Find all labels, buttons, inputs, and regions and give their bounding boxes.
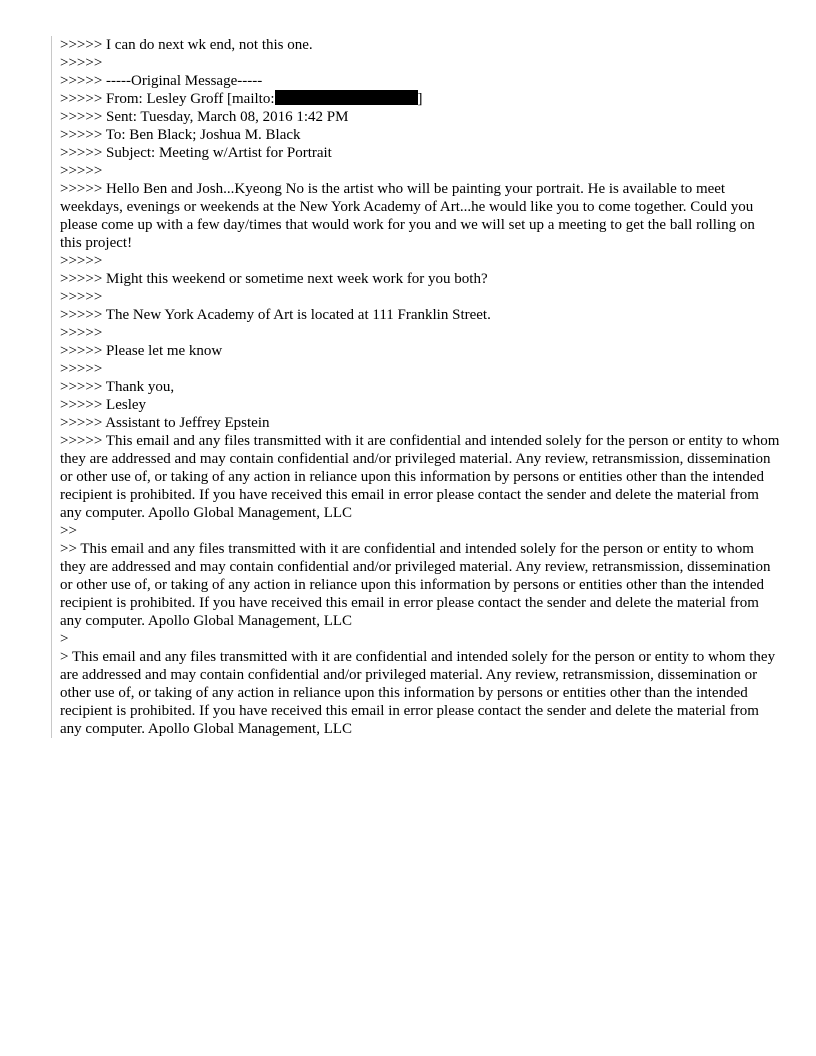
email-line: >>>>> Lesley [60,397,147,413]
email-line: >>>>> -----Original Message----- [60,73,263,89]
email-line: >>>>> [60,253,103,269]
message-paragraph: >>>>> Hello Ben and Josh...Kyeong No is the artist who will be painting your portrait. He is available to meet weekdays, evenings or weekends at the New York Academy of Art...he would like you to come together. Could you please come up with a few day/times that would work for you and we will set up a meeting to get the ball rolling on this project! [60,181,755,251]
from-prefix: >>>>> From: Lesley Groff [mailto: [60,91,275,107]
email-line: >>>>> [60,289,103,305]
from-line [60,90,780,108]
email-line: >>>>> [60,325,103,341]
disclaimer-paragraph: >>>>> This email and any files transmitted with it are confidential and intended solely for the person or entity to whom they are addressed and may contain confidential and/or privileged material. Any review, retransmission, dissemination or other use of, or taking of any action in reliance upon this information by persons or entities other than the intended recipient is prohibited. If you have received this email in error please contact the sender and delete the material from any computer. Apollo Global Management, LLC [60,433,780,521]
email-line: >>>>> The New York Academy of Art is located at 111 Franklin Street. [60,307,491,323]
email-line: > [60,631,69,647]
email-line: >>>>> I can do next wk end, not this one. [60,37,313,53]
redaction-box [275,90,418,105]
email-line: >>>>> Might this weekend or sometime next week work for you both? [60,271,488,287]
signature-line: >>>>> Assistant to Jeffrey Epstein [60,415,270,431]
from-suffix: ] [417,91,423,107]
email-line: >>>>> [60,55,103,71]
disclaimer-paragraph: >> This email and any files transmitted with it are confidential and intended solely for the person or entity to whom they are addressed and may contain confidential and/or privileged material. Any review, retransmission, dissemination or other use of, or taking of any action in reliance upon this information by persons or entities other than the intended recipient is prohibited. If you have received this email in error please contact the sender and delete the material from any computer. Apollo Global Management, LLC [60,541,771,629]
email-line: >> [60,523,77,539]
to-line: >>>>> To: Ben Black; Joshua M. Black [60,127,301,143]
sent-line: >>>>> Sent: Tuesday, March 08, 2016 1:42 PM [60,109,349,125]
disclaimer-paragraph: > This email and any files transmitted with it are confidential and intended solely for the person or entity to whom they are addressed and may contain confidential and/or privileged material. Any review, retransmission, dissemination or other use of, or taking of any action in reliance upon this information by persons or entities other than the intended recipient is prohibited. If you have received this email in error please contact the sender and delete the material from any computer. Apollo Global Management, LLC [60,649,776,737]
quoted-email-body [51,36,780,738]
email-line: >>>>> Thank you, [60,379,175,395]
subject-line: >>>>> Subject: Meeting w/Artist for Portrait [60,145,332,161]
email-line: >>>>> Please let me know [60,343,223,359]
email-line: >>>>> [60,361,103,377]
email-line: >>>>> [60,163,103,179]
